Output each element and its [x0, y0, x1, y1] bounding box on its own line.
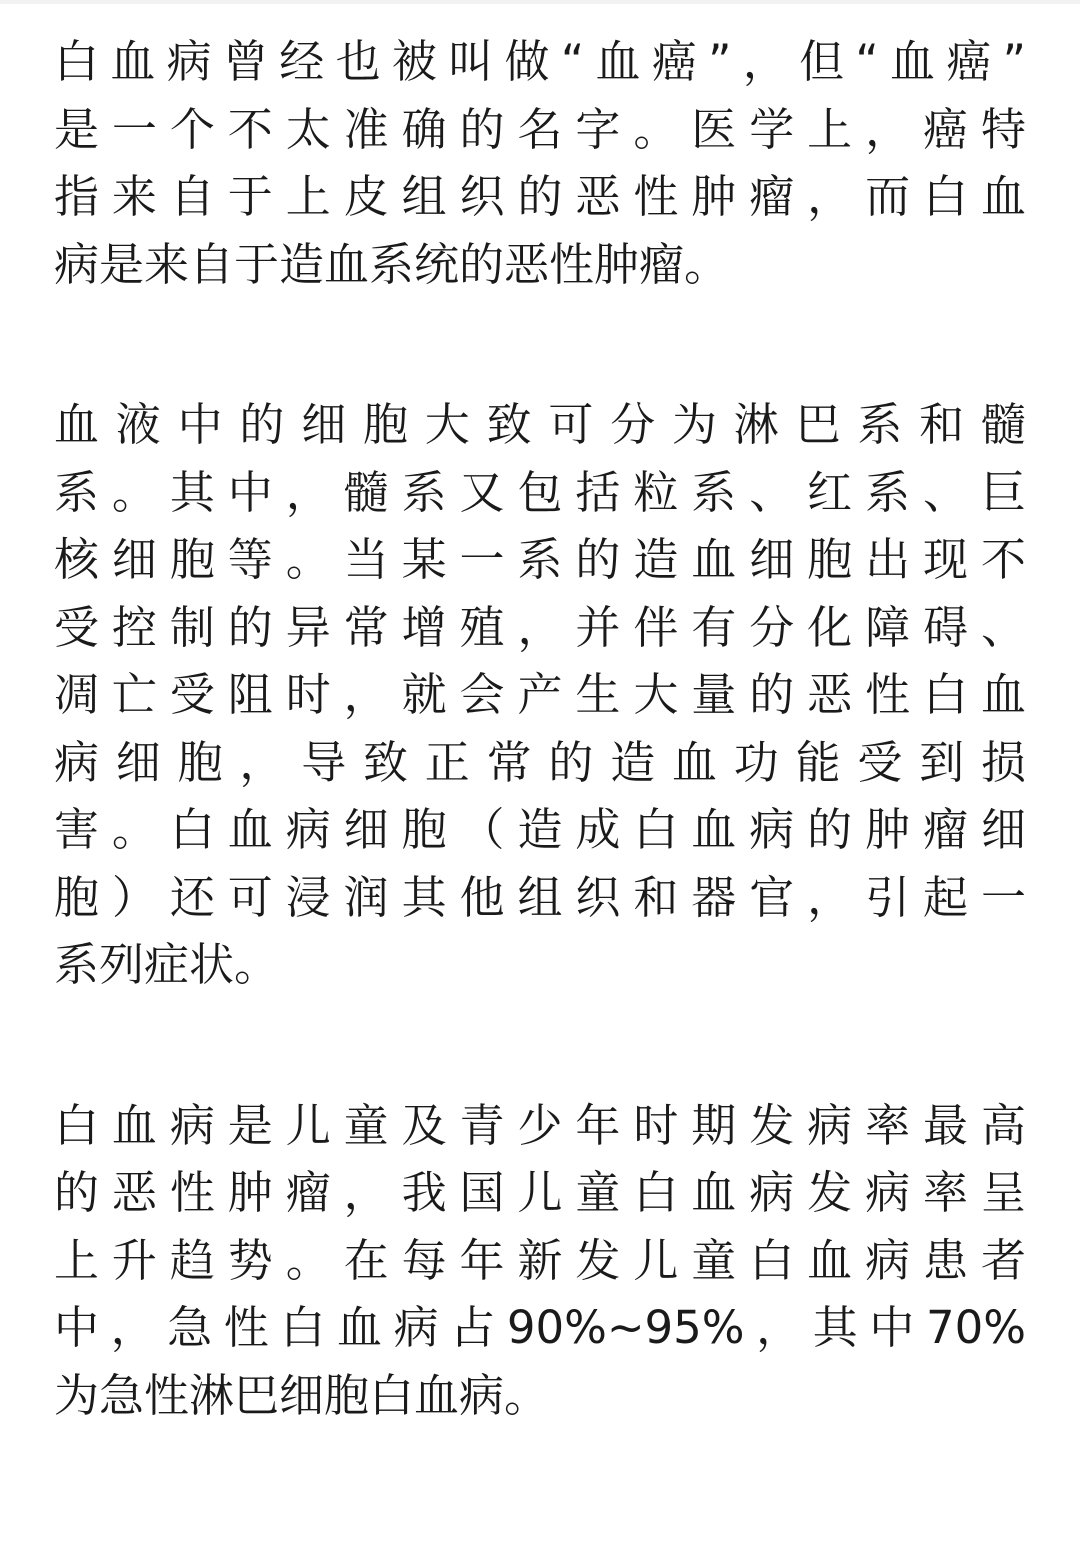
text-line: 中，急性白血病占90%~95%，其中70% — [54, 1301, 1026, 1354]
text-line: 害。白血病细胞（造成白血病的肿瘤细 — [54, 803, 1026, 856]
text-line: 受控制的异常增殖，并伴有分化障碍、 — [54, 600, 1026, 654]
text-line: 指来自于上皮组织的恶性肿瘤，而白血 — [54, 170, 1026, 223]
paragraph-gap — [54, 999, 1026, 1092]
top-divider-strip — [0, 0, 1080, 4]
text-line: 上升趋势。在每年新发儿童白血病患者 — [54, 1233, 1026, 1287]
text-line: 的恶性肿瘤，我国儿童白血病发病率呈 — [54, 1166, 1026, 1219]
text-line: 白血病是儿童及青少年时期发病率最高 — [54, 1098, 1026, 1152]
text-line: 系列症状。 — [54, 938, 280, 991]
text-line: 凋亡受阻时，就会产生大量的恶性白血 — [54, 668, 1026, 721]
text-line: 病细胞，导致正常的造血功能受到损 — [54, 735, 1026, 789]
text-line: 胞）还可浸润其他组织和器官，引起一 — [54, 870, 1026, 924]
text-line: 白血病曾经也被叫做“血癌”，但“血癌” — [54, 35, 1026, 88]
text-line: 为急性淋巴细胞白血病。 — [54, 1368, 550, 1422]
paragraph-blood-cell-lineages — [54, 391, 1026, 999]
text-line: 核细胞等。当某一系的造血细胞出现不 — [54, 533, 1026, 586]
paragraph-gap — [54, 298, 1026, 391]
text-line: 血液中的细胞大致可分为淋巴系和髓 — [54, 398, 1026, 451]
text-line: 病是来自于造血系统的恶性肿瘤。 — [54, 237, 730, 291]
text-line: 是一个不太准确的名字。医学上，癌特 — [54, 102, 1026, 156]
paragraph-childhood-incidence — [54, 1092, 1026, 1430]
text-line: 系。其中，髓系又包括粒系、红系、巨 — [54, 465, 1026, 519]
paragraph-leukemia-definition — [54, 28, 1026, 298]
article-body — [54, 28, 1026, 1429]
